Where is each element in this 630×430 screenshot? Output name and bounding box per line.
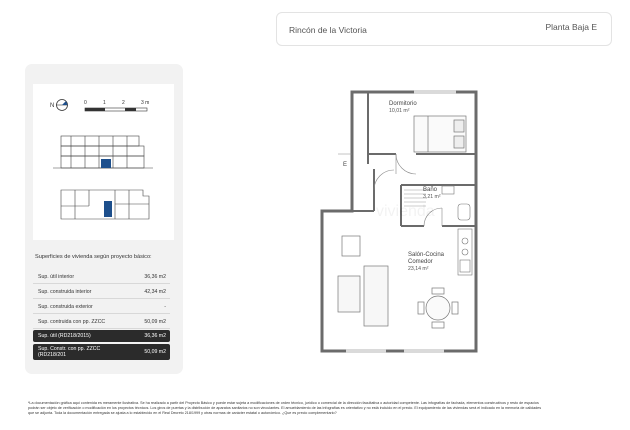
- room-area: 3,21 m²: [423, 194, 441, 200]
- highlight-value: 50,09 m2: [144, 349, 166, 355]
- disclaimer-footnote: [28, 401, 608, 416]
- room-label-salon: [408, 252, 458, 273]
- location-thumbnail: [33, 84, 174, 240]
- surface-row: [33, 301, 170, 314]
- sofa-icon: [338, 236, 388, 326]
- scale-tick-0: 0: [84, 100, 87, 106]
- highlight-label: Sup. útil (RD218/2015): [38, 333, 91, 339]
- floor-title: Planta Baja E: [545, 22, 597, 32]
- scale-tick-2: 2: [122, 100, 125, 106]
- north-compass-icon: [50, 100, 68, 111]
- header-box: [276, 12, 612, 46]
- surface-value: 50,09 m2: [144, 319, 166, 325]
- highlight-row: [33, 344, 170, 360]
- closet-label: E: [343, 162, 348, 168]
- surface-label: Sup. útil interior: [38, 274, 75, 280]
- closet-mark: [338, 154, 352, 168]
- surface-row: [33, 286, 170, 299]
- surfaces-title: Superficies de vivienda según proyecto básico:: [35, 254, 152, 260]
- surface-label: Sup. construida exterior: [38, 304, 93, 310]
- surface-label: Sup. construida interior: [38, 289, 92, 295]
- scale-tick-3: 3 m: [141, 100, 150, 106]
- floor-plan-svg: [316, 86, 496, 358]
- scale-tick-1: 1: [103, 100, 106, 106]
- kitchen-counter: [458, 229, 472, 275]
- watermark-text: vivienda: [376, 203, 435, 220]
- room-label-bano: [423, 187, 441, 201]
- surface-value: 36,36 m2: [144, 274, 166, 280]
- key-plan-svg: [33, 84, 174, 240]
- key-floor-plan: [61, 190, 149, 219]
- room-area: 10,01 m²: [389, 108, 410, 114]
- unit-plan-highlight: [104, 201, 112, 217]
- room-name: Salón-Cocina Comedor: [408, 252, 445, 265]
- room-area: 23,14 m²: [408, 266, 429, 272]
- highlight-value: 36,36 m2: [144, 333, 166, 339]
- north-label: N: [50, 103, 55, 109]
- surface-row: [33, 271, 170, 284]
- footnote-line: podrán ser objeto de verificación o modificación en los proyectos técnicos. Los giros de puertas y la distribución de aparatos sanitarios no son vinculantes. El amueblamiento de las infografías es orientativo y no está incluido en el precio. El equipamiento de las viviendas será el indicado en la memoria de calidades: [28, 406, 542, 410]
- building-elevation: [53, 136, 153, 168]
- bed-icon: [414, 116, 466, 152]
- footnote-line: que se adjunta. Toda la documentación entregada se ajusta a lo establecido en el Real Decreto 218/1999 y otras normas de carácter estatal o autonómico. ¿Que es precio complementario?: [28, 411, 337, 415]
- location-title: Rincón de la Victoria: [289, 25, 367, 35]
- unit-elevation-highlight: [101, 159, 111, 168]
- surface-value: -: [164, 304, 166, 310]
- footnote-line: *La documentación gráfica aquí contenida es meramente ilustrativa. Se ha realizado a partir del Proyecto Básico y puede estar sujeta a modificaciones de orden técnico, jurídico o comercial de la dirección facultativa o autoridad competente. Las infografías de fachada, elementos constructivos y resto de espacios: [28, 401, 539, 405]
- highlight-row: [33, 330, 170, 342]
- room-name: Baño: [423, 187, 438, 193]
- surface-label: Sup. contruida con pp. ZZCC: [38, 319, 106, 325]
- dining-table-icon: [418, 288, 458, 328]
- surface-row: [33, 316, 170, 329]
- scale-bar: [84, 100, 149, 111]
- room-name: Dormitorio: [389, 101, 417, 107]
- surface-value: 42,34 m2: [144, 289, 166, 295]
- room-label-dormitorio: [389, 101, 417, 115]
- sanitary-icons: [442, 186, 470, 220]
- floor-plan: [316, 86, 496, 363]
- highlight-label: Sup. Constr. con pp. ZZCC (RD218/201: [38, 346, 101, 358]
